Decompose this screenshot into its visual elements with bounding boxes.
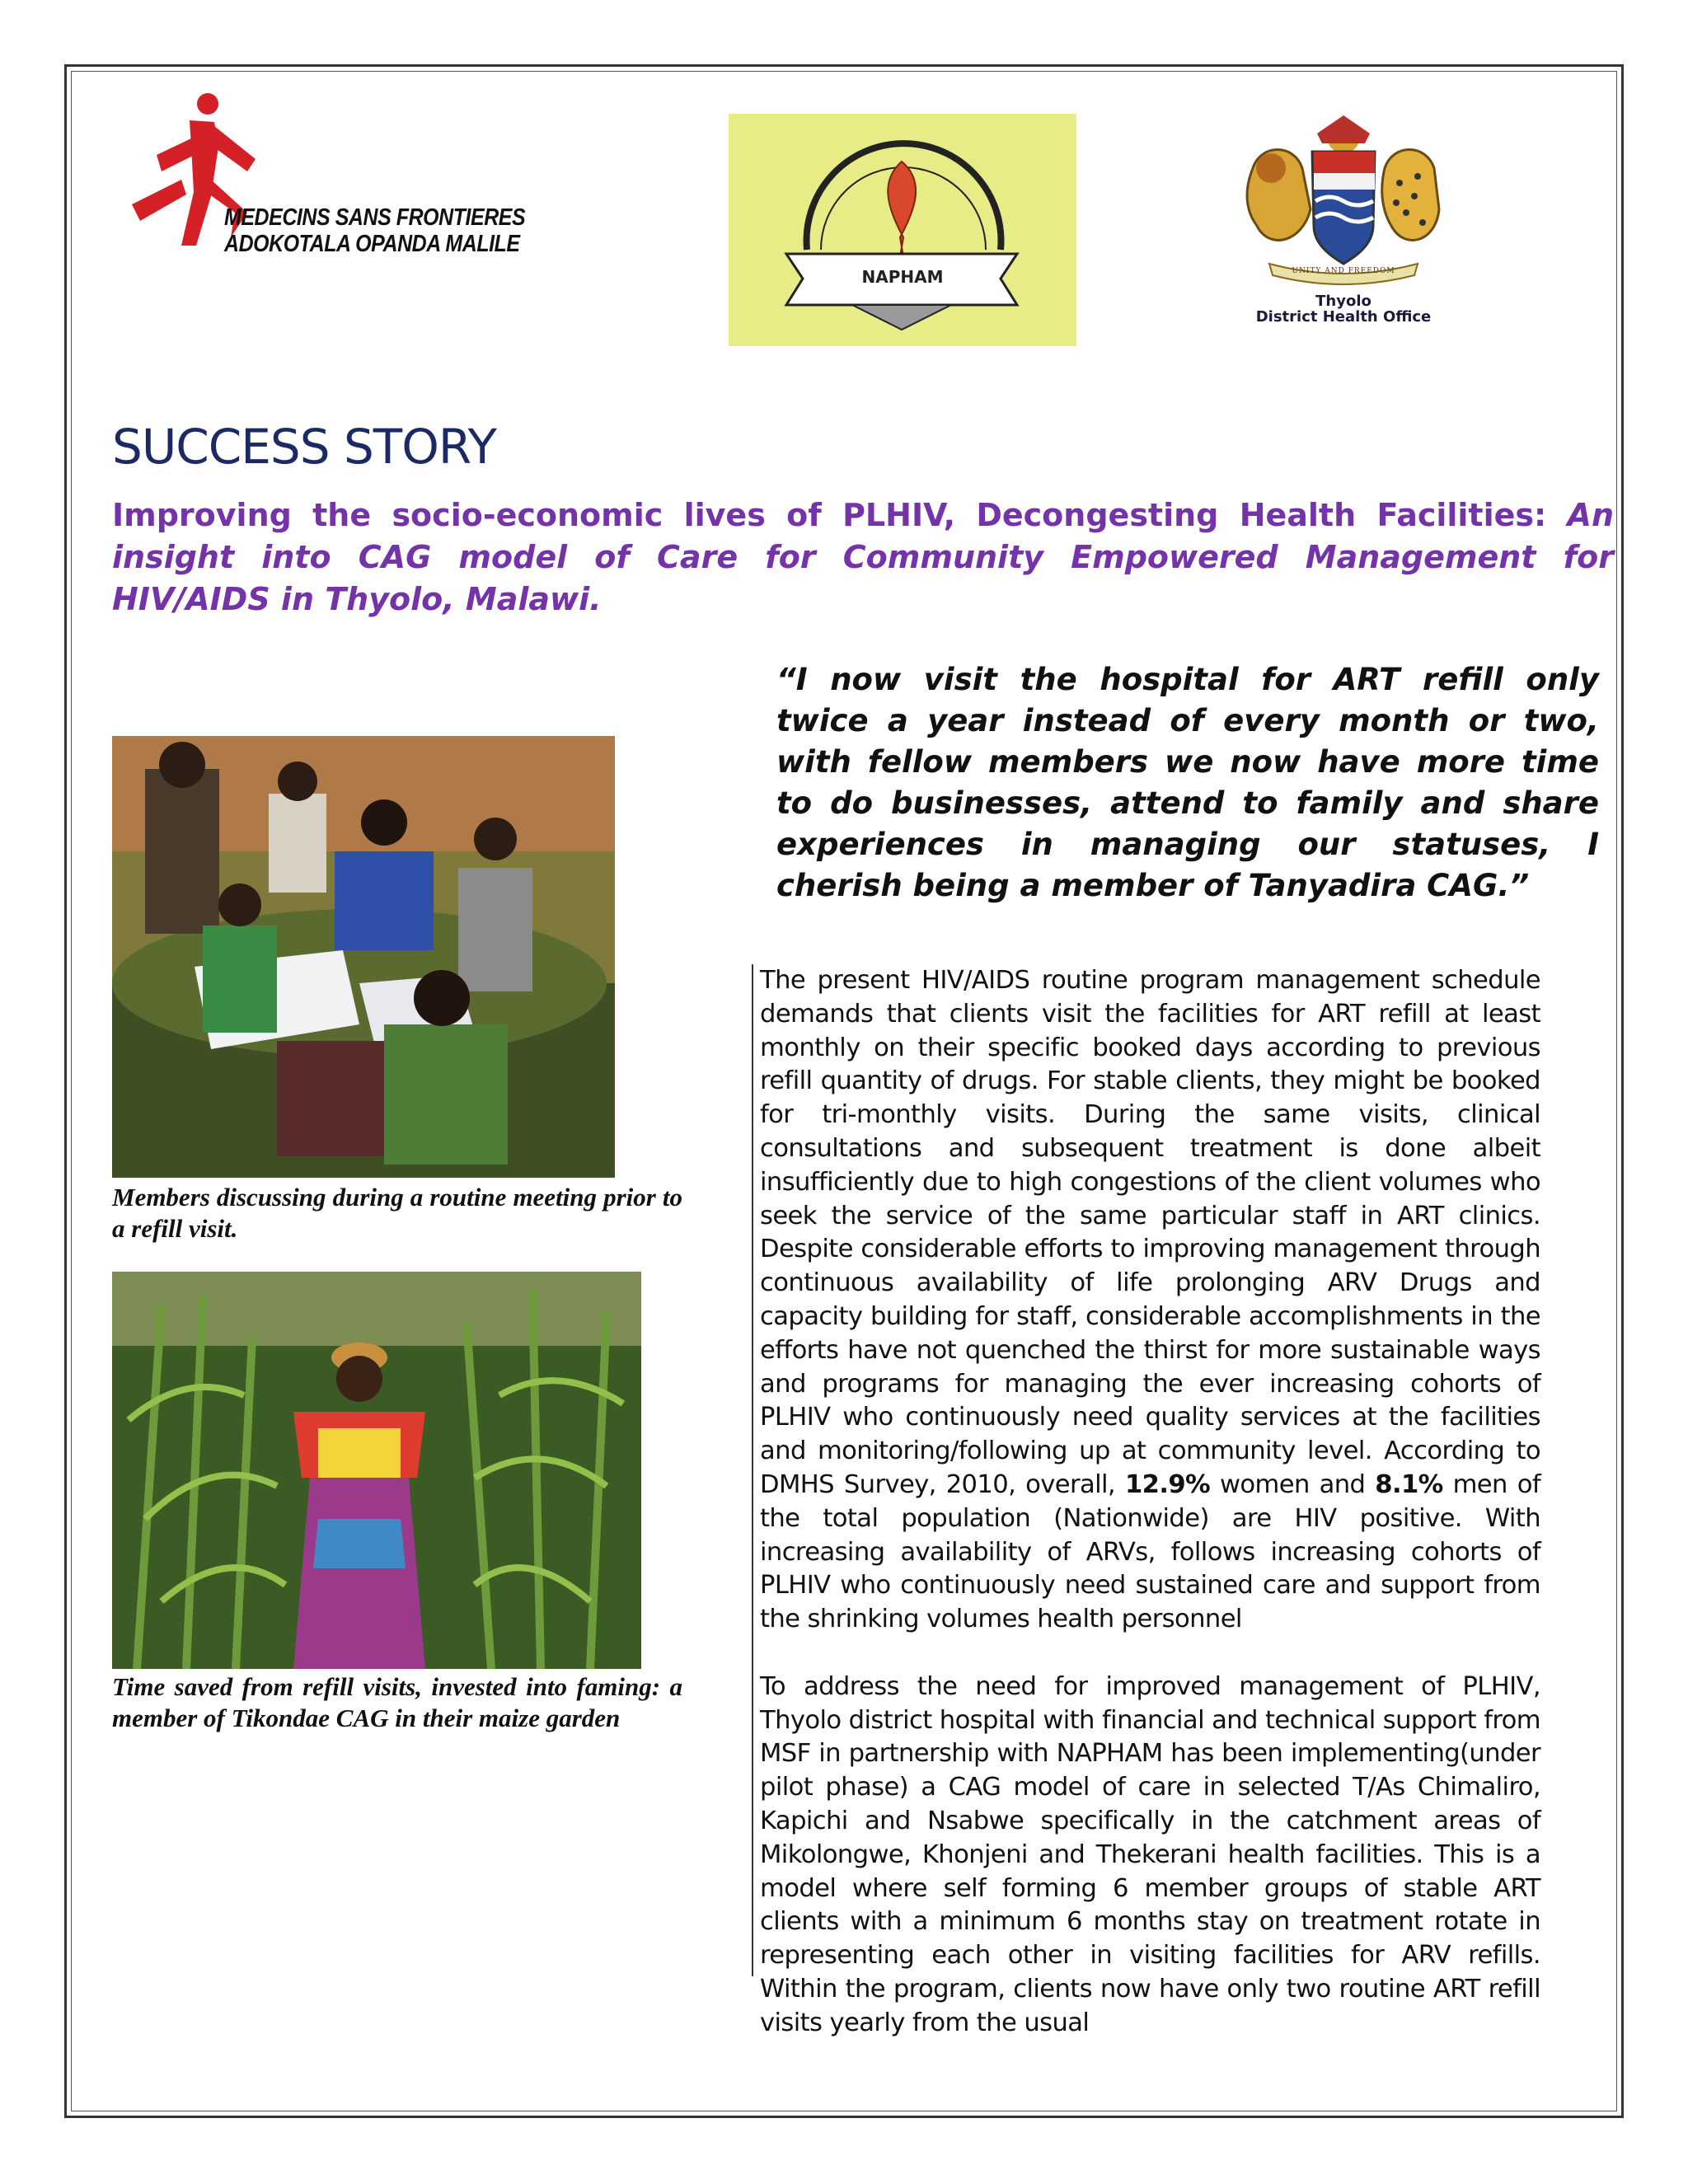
maize-garden-image	[112, 1272, 641, 1669]
subtitle-italic: An insight into CAG model of Care for Community Empowered Management for HIV/AIDS in Thyolo, Malawi.	[112, 497, 1614, 617]
p1-text-a: The present HIV/AIDS routine program management schedule demands that clients visit the facilities for ART refill at least monthly on their specific booked days according to previous refill quantity of drugs. For stable clients, they might be booked for tri-monthly visits. During the same visits, clinical consultations and subsequent treatment is done albeit insufficiently due to high congestions of the client volumes who seek the service of the same particular staff in ART clinics. Despite considerable efforts to improving management through continuous availability of life prolonging ARV Drugs and capacity building for staff, considerable accomplishments in the efforts have not quenched the thirst for more sustainable ways and programs for managing the ever increasing cohorts of PLHIV who continuously need quality services at the facilities and monitoring/following up at community level. According to DMHS Survey, 2010, overall,	[760, 966, 1540, 1499]
coat-of-arms-logo	[1220, 110, 1467, 336]
msf-line2: ADOKOTALA OPANDA MALILE	[224, 231, 520, 257]
msf-line1: MEDECINS SANS FRONTIERES	[224, 204, 526, 231]
subtitle-bold: Improving the socio-economic lives of PLHIV, Decongesting Health Facilities:	[112, 497, 1568, 533]
body-paragraph-1	[760, 964, 1540, 1637]
coat-of-arms-caption-line2: District Health Office	[1255, 308, 1432, 326]
napham-emblem-icon	[729, 114, 1076, 346]
photo-group-meeting	[112, 736, 615, 1178]
article-body	[752, 964, 1540, 2037]
stat-women: 12.9%	[1124, 1469, 1211, 1499]
testimonial-quote: “I now visit the hospital for ART refill only twice a year instead of every month or two, with fellow members we now have more time to do businesses, attend to family and share experiences in managing our statuses, I cherish being a member of Tanyadira CAG.”	[776, 662, 1599, 903]
page-subtitle	[112, 494, 1614, 621]
msf-logo-text	[224, 204, 525, 257]
p1-text-c: men of the total population (Nationwide) are HIV positive. With increasing availability of ARVs, follows increasing cohorts of PLHIV who continuously need sustained care and support from the shrinking volumes health personnel	[760, 1469, 1540, 1634]
group-meeting-image	[112, 736, 615, 1178]
body-paragraph-2: To address the need for improved management of PLHIV, Thyolo district hospital with financial and technical support from MSF in partnership with NAPHAM has been implementing(under pilot phase) a CAG model of care in selected T/As Chimaliro, Kapichi and Nsabwe specifically in the catchment areas of Mikolongwe, Khonjeni and Thekerani health facilities. This is a model where self forming 6 member groups of stable ART clients with a minimum 6 months stay on treatment rotate in representing each other in visiting facilities for ARV refills. Within the program, clients now have only two routine ART refill visits yearly from the usual	[760, 1671, 1540, 2037]
stat-men: 8.1%	[1375, 1469, 1443, 1499]
coat-of-arms-caption-line1: Thyolo	[1315, 293, 1372, 310]
photo1-caption: Members discussing during a routine meeting prior to a refill visit.	[112, 1183, 682, 1243]
napham-logo	[729, 114, 1076, 346]
coat-of-arms-motto: UNITY AND FREEDOM	[1292, 267, 1395, 275]
p1-text-b: women and	[1210, 1469, 1376, 1499]
napham-banner: NAPHAM	[861, 267, 944, 287]
photo-maize-garden	[112, 1272, 641, 1669]
photo2-caption: Time saved from refill visits, invested into faming: a member of Tikondae CAG in their maize garden	[112, 1672, 682, 1732]
page-title: SUCCESS STORY	[112, 419, 496, 475]
msf-logo	[132, 89, 526, 279]
